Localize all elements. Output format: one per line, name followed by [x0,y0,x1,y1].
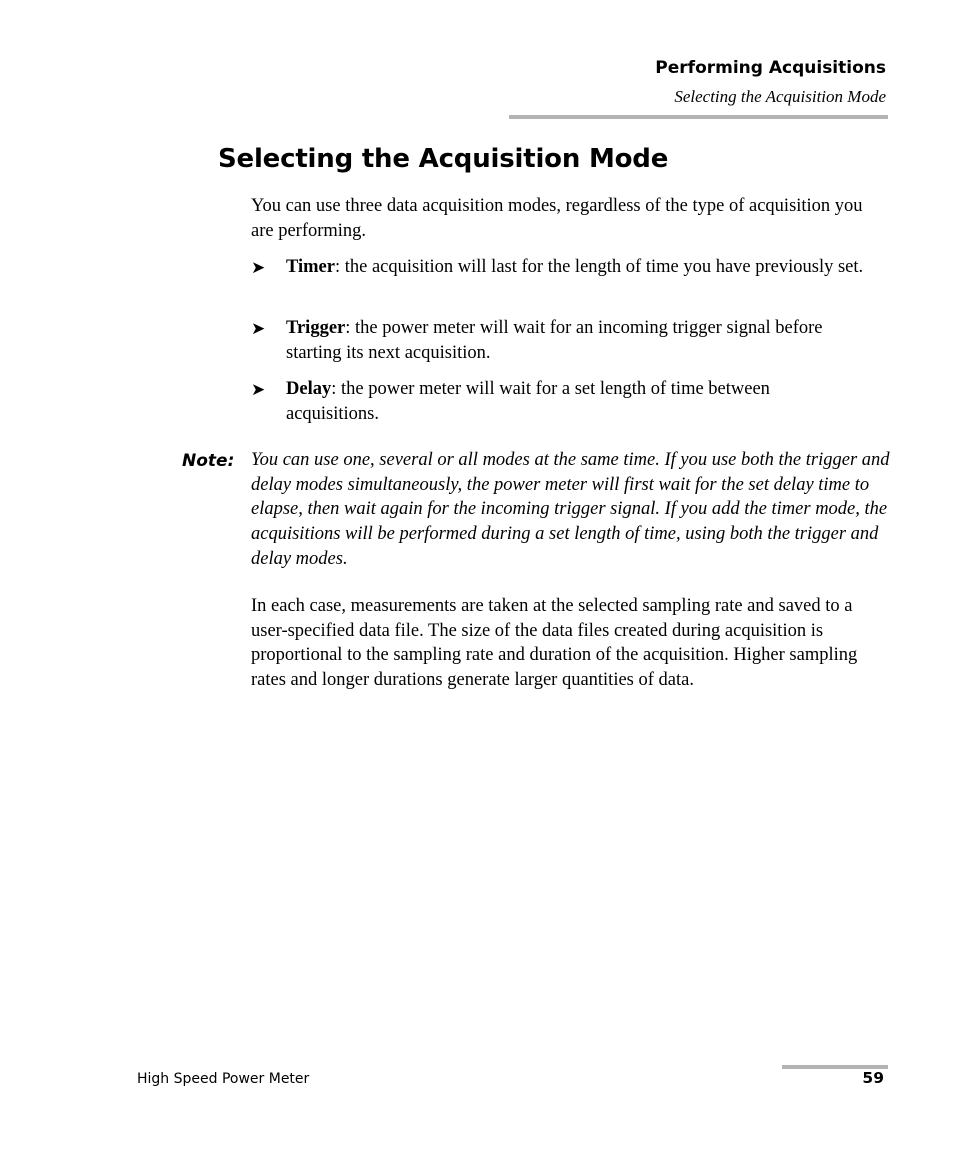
footer-document-title: High Speed Power Meter [137,1071,310,1087]
data-size-paragraph: In each case, measurements are taken at the selected sampling rate and saved to a user-specified data file. The size of the data files created during acquisition is proportional to the sampling rate and duration of the acquisition. Higher sampling rates and longer durations generate larger quantities of data. [251,596,858,690]
list-item-text [286,255,866,280]
mode-term: Timer [286,257,335,277]
list-item-text [286,377,866,426]
running-header-chapter: Performing Acquisitions [655,58,886,78]
header-divider [509,115,888,119]
arrow-bullet-icon: ➤ [251,258,266,278]
mode-term: Trigger [286,318,346,338]
note-label: Note: [182,451,235,471]
running-header-section: Selecting the Acquisition Mode [674,87,886,106]
mode-description: : the acquisition will last for the length of time you have previously set. [334,257,864,277]
page-number: 59 [862,1069,884,1087]
mode-term: Delay [286,379,332,399]
arrow-bullet-icon: ➤ [251,319,266,339]
list-item-text [286,316,866,365]
mode-description: : the power meter will wait for an incoming trigger signal before starting its next acquisition. [286,318,823,363]
arrow-bullet-icon: ➤ [251,380,266,400]
note-text: You can use one, several or all modes at the same time. If you use both the trigger and delay modes simultaneously, the power meter will first wait for the set delay time to elapse, then wait again for the incoming trigger signal. If you add the timer mode, the acquisitions will be performed during a set length of time, using both the trigger and delay modes. [251,450,890,569]
mode-description: : the power meter will wait for a set length of time between acquisitions. [286,379,770,424]
intro-paragraph: You can use three data acquisition modes, regardless of the type of acquisition you are performing. [251,196,863,241]
page-title: Selecting the Acquisition Mode [218,144,669,174]
